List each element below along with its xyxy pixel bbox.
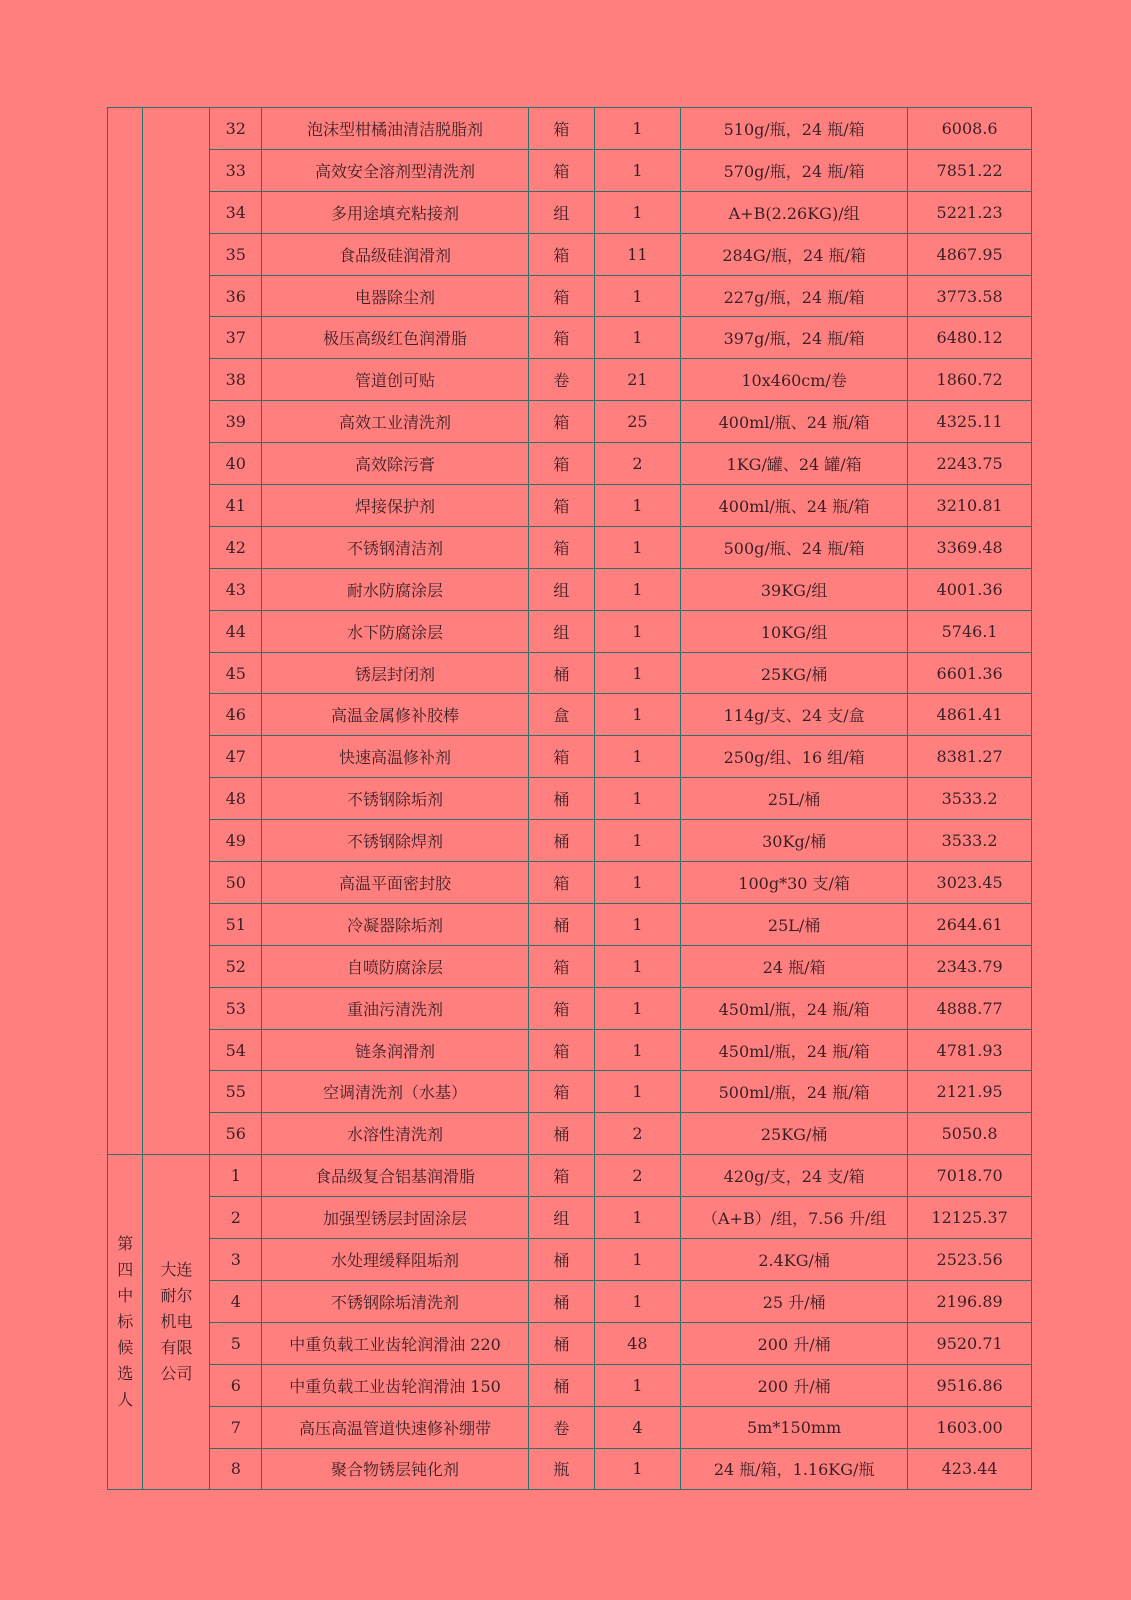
unit-cell: 箱 <box>528 275 594 317</box>
product-name-cell: 不锈钢除垢剂 <box>262 778 529 820</box>
price-cell: 4325.11 <box>908 401 1032 443</box>
spec-cell: 200 升/桶 <box>681 1364 908 1406</box>
spec-cell: 24 瓶/箱，1.16KG/瓶 <box>681 1448 908 1490</box>
price-cell: 7018.70 <box>908 1155 1032 1197</box>
unit-cell: 箱 <box>528 317 594 359</box>
price-cell: 6480.12 <box>908 317 1032 359</box>
price-cell: 3533.2 <box>908 778 1032 820</box>
item-number-cell: 54 <box>210 1029 262 1071</box>
table-row <box>108 275 1032 317</box>
item-number-cell: 48 <box>210 778 262 820</box>
quantity-cell: 1 <box>594 1239 680 1281</box>
item-number-cell: 43 <box>210 568 262 610</box>
quantity-cell: 21 <box>594 359 680 401</box>
item-number-cell: 34 <box>210 191 262 233</box>
unit-cell: 卷 <box>528 359 594 401</box>
unit-cell: 箱 <box>528 443 594 485</box>
price-cell: 8381.27 <box>908 736 1032 778</box>
spec-cell: 2.4KG/桶 <box>681 1239 908 1281</box>
quantity-cell: 1 <box>594 275 680 317</box>
quantity-cell: 11 <box>594 233 680 275</box>
product-name-cell: 重油污清洗剂 <box>262 987 529 1029</box>
price-cell: 4867.95 <box>908 233 1032 275</box>
product-name-cell: 电器除尘剂 <box>262 275 529 317</box>
table-row <box>108 862 1032 904</box>
item-number-cell: 44 <box>210 610 262 652</box>
table-row <box>108 1239 1032 1281</box>
product-name-cell: 不锈钢清洁剂 <box>262 526 529 568</box>
quantity-cell: 48 <box>594 1322 680 1364</box>
quantity-cell: 1 <box>594 568 680 610</box>
spec-cell: 500g/瓶、24 瓶/箱 <box>681 526 908 568</box>
unit-cell: 箱 <box>528 401 594 443</box>
quantity-cell: 1 <box>594 1448 680 1490</box>
table-row <box>108 1448 1032 1490</box>
product-name-cell: 冷凝器除垢剂 <box>262 903 529 945</box>
table-row <box>108 945 1032 987</box>
spec-cell: 227g/瓶，24 瓶/箱 <box>681 275 908 317</box>
product-name-cell: 多用途填充粘接剂 <box>262 191 529 233</box>
quantity-cell: 1 <box>594 1029 680 1071</box>
item-number-cell: 51 <box>210 903 262 945</box>
spec-cell: 450ml/瓶，24 瓶/箱 <box>681 1029 908 1071</box>
item-number-cell: 47 <box>210 736 262 778</box>
price-cell: 7851.22 <box>908 149 1032 191</box>
candidate-rank-cell <box>108 108 143 1155</box>
product-name-cell: 水溶性清洗剂 <box>262 1113 529 1155</box>
price-cell: 6008.6 <box>908 108 1032 150</box>
table-row <box>108 987 1032 1029</box>
quantity-cell: 1 <box>594 317 680 359</box>
item-number-cell: 52 <box>210 945 262 987</box>
spec-cell: 420g/支，24 支/箱 <box>681 1155 908 1197</box>
price-cell: 4861.41 <box>908 694 1032 736</box>
spec-cell: 284G/瓶，24 瓶/箱 <box>681 233 908 275</box>
item-number-cell: 50 <box>210 862 262 904</box>
spec-cell: 200 升/桶 <box>681 1322 908 1364</box>
table-row <box>108 108 1032 150</box>
product-name-cell: 极压高级红色润滑脂 <box>262 317 529 359</box>
price-cell: 2243.75 <box>908 443 1032 485</box>
unit-cell: 桶 <box>528 1280 594 1322</box>
item-number-cell: 56 <box>210 1113 262 1155</box>
price-cell: 9520.71 <box>908 1322 1032 1364</box>
unit-cell: 箱 <box>528 149 594 191</box>
table-row <box>108 149 1032 191</box>
product-name-cell: 食品级复合铝基润滑脂 <box>262 1155 529 1197</box>
price-cell: 2196.89 <box>908 1280 1032 1322</box>
quantity-cell: 1 <box>594 485 680 527</box>
quantity-cell: 2 <box>594 443 680 485</box>
unit-cell: 箱 <box>528 1155 594 1197</box>
price-cell: 4781.93 <box>908 1029 1032 1071</box>
item-number-cell: 37 <box>210 317 262 359</box>
spec-cell: （A+B）/组，7.56 升/组 <box>681 1197 908 1239</box>
product-name-cell: 自喷防腐涂层 <box>262 945 529 987</box>
product-name-cell: 高温金属修补胶棒 <box>262 694 529 736</box>
product-name-cell: 加强型锈层封固涂层 <box>262 1197 529 1239</box>
price-cell: 4001.36 <box>908 568 1032 610</box>
price-cell: 2644.61 <box>908 903 1032 945</box>
unit-cell: 桶 <box>528 820 594 862</box>
product-name-cell: 耐水防腐涂层 <box>262 568 529 610</box>
price-cell: 12125.37 <box>908 1197 1032 1239</box>
product-name-cell: 高压高温管道快速修补绷带 <box>262 1406 529 1448</box>
price-cell: 3773.58 <box>908 275 1032 317</box>
table-row <box>108 903 1032 945</box>
spec-cell: 10KG/组 <box>681 610 908 652</box>
bid-items-table <box>107 107 1032 1490</box>
unit-cell: 箱 <box>528 736 594 778</box>
product-name-cell: 聚合物锈层钝化剂 <box>262 1448 529 1490</box>
price-cell: 3210.81 <box>908 485 1032 527</box>
quantity-cell: 1 <box>594 945 680 987</box>
item-number-cell: 45 <box>210 652 262 694</box>
price-cell: 2523.56 <box>908 1239 1032 1281</box>
unit-cell: 箱 <box>528 1071 594 1113</box>
unit-cell: 瓶 <box>528 1448 594 1490</box>
item-number-cell: 39 <box>210 401 262 443</box>
unit-cell: 箱 <box>528 987 594 1029</box>
price-cell: 3369.48 <box>908 526 1032 568</box>
product-name-cell: 快速高温修补剂 <box>262 736 529 778</box>
quantity-cell: 1 <box>594 820 680 862</box>
company-name: 大连耐尔机电有限公司 <box>160 1260 193 1384</box>
unit-cell: 箱 <box>528 1029 594 1071</box>
spec-cell: A+B(2.26KG)/组 <box>681 191 908 233</box>
table-row <box>108 1071 1032 1113</box>
table-row <box>108 736 1032 778</box>
price-cell: 5050.8 <box>908 1113 1032 1155</box>
quantity-cell: 1 <box>594 736 680 778</box>
quantity-cell: 1 <box>594 108 680 150</box>
item-number-cell: 38 <box>210 359 262 401</box>
spec-cell: 1KG/罐、24 罐/箱 <box>681 443 908 485</box>
product-name-cell: 空调清洗剂（水基） <box>262 1071 529 1113</box>
item-number-cell: 55 <box>210 1071 262 1113</box>
unit-cell: 箱 <box>528 945 594 987</box>
spec-cell: 39KG/组 <box>681 568 908 610</box>
item-number-cell: 1 <box>210 1155 262 1197</box>
candidate-rank-cell <box>108 1155 143 1490</box>
unit-cell: 桶 <box>528 778 594 820</box>
table-row <box>108 694 1032 736</box>
item-number-cell: 53 <box>210 987 262 1029</box>
spec-cell: 25KG/桶 <box>681 652 908 694</box>
item-number-cell: 8 <box>210 1448 262 1490</box>
spec-cell: 510g/瓶，24 瓶/箱 <box>681 108 908 150</box>
company-cell <box>143 1155 210 1490</box>
item-number-cell: 4 <box>210 1280 262 1322</box>
unit-cell: 组 <box>528 610 594 652</box>
product-name-cell: 水下防腐涂层 <box>262 610 529 652</box>
table-row <box>108 1322 1032 1364</box>
item-number-cell: 32 <box>210 108 262 150</box>
spec-cell: 450ml/瓶，24 瓶/箱 <box>681 987 908 1029</box>
spec-cell: 10x460cm/卷 <box>681 359 908 401</box>
table-row <box>108 1406 1032 1448</box>
spec-cell: 25 升/桶 <box>681 1280 908 1322</box>
table-row <box>108 820 1032 862</box>
item-number-cell: 7 <box>210 1406 262 1448</box>
quantity-cell: 1 <box>594 862 680 904</box>
spec-cell: 397g/瓶，24 瓶/箱 <box>681 317 908 359</box>
table-row <box>108 652 1032 694</box>
price-cell: 3023.45 <box>908 862 1032 904</box>
table-row <box>108 1113 1032 1155</box>
table-row <box>108 610 1032 652</box>
price-cell: 4888.77 <box>908 987 1032 1029</box>
product-name-cell: 不锈钢除垢清洗剂 <box>262 1280 529 1322</box>
spec-cell: 25L/桶 <box>681 903 908 945</box>
quantity-cell: 1 <box>594 149 680 191</box>
product-name-cell: 锈层封闭剂 <box>262 652 529 694</box>
table-row <box>108 1280 1032 1322</box>
price-cell: 1603.00 <box>908 1406 1032 1448</box>
unit-cell: 卷 <box>528 1406 594 1448</box>
spec-cell: 25KG/桶 <box>681 1113 908 1155</box>
quantity-cell: 1 <box>594 652 680 694</box>
unit-cell: 箱 <box>528 485 594 527</box>
quantity-cell: 1 <box>594 987 680 1029</box>
product-name-cell: 管道创可贴 <box>262 359 529 401</box>
table-row <box>108 568 1032 610</box>
item-number-cell: 41 <box>210 485 262 527</box>
table-row <box>108 317 1032 359</box>
product-name-cell: 链条润滑剂 <box>262 1029 529 1071</box>
price-cell: 9516.86 <box>908 1364 1032 1406</box>
unit-cell: 组 <box>528 191 594 233</box>
unit-cell: 盒 <box>528 694 594 736</box>
spec-cell: 24 瓶/箱 <box>681 945 908 987</box>
quantity-cell: 1 <box>594 1364 680 1406</box>
item-number-cell: 35 <box>210 233 262 275</box>
product-name-cell: 高温平面密封胶 <box>262 862 529 904</box>
table-row <box>108 359 1032 401</box>
quantity-cell: 25 <box>594 401 680 443</box>
item-number-cell: 42 <box>210 526 262 568</box>
quantity-cell: 4 <box>594 1406 680 1448</box>
product-name-cell: 高效除污膏 <box>262 443 529 485</box>
price-cell: 2343.79 <box>908 945 1032 987</box>
item-number-cell: 36 <box>210 275 262 317</box>
item-number-cell: 5 <box>210 1322 262 1364</box>
product-name-cell: 中重负载工业齿轮润滑油 150 <box>262 1364 529 1406</box>
item-number-cell: 2 <box>210 1197 262 1239</box>
table-row <box>108 443 1032 485</box>
table-row <box>108 401 1032 443</box>
table-row <box>108 1029 1032 1071</box>
item-number-cell: 6 <box>210 1364 262 1406</box>
price-cell: 2121.95 <box>908 1071 1032 1113</box>
quantity-cell: 1 <box>594 778 680 820</box>
unit-cell: 箱 <box>528 233 594 275</box>
quantity-cell: 1 <box>594 694 680 736</box>
price-cell: 5221.23 <box>908 191 1032 233</box>
unit-cell: 箱 <box>528 862 594 904</box>
quantity-cell: 1 <box>594 191 680 233</box>
quantity-cell: 1 <box>594 610 680 652</box>
price-cell: 423.44 <box>908 1448 1032 1490</box>
product-name-cell: 高效安全溶剂型清洗剂 <box>262 149 529 191</box>
table-row <box>108 1155 1032 1197</box>
spec-cell: 250g/组、16 组/箱 <box>681 736 908 778</box>
price-cell: 1860.72 <box>908 359 1032 401</box>
candidate-rank-label: 第四中标候选人 <box>117 1234 134 1410</box>
spec-cell: 400ml/瓶、24 瓶/箱 <box>681 401 908 443</box>
spec-cell: 500ml/瓶，24 瓶/箱 <box>681 1071 908 1113</box>
spec-cell: 5m*150mm <box>681 1406 908 1448</box>
product-name-cell: 不锈钢除焊剂 <box>262 820 529 862</box>
price-cell: 5746.1 <box>908 610 1032 652</box>
unit-cell: 箱 <box>528 526 594 568</box>
table-row <box>108 1364 1032 1406</box>
unit-cell: 桶 <box>528 1364 594 1406</box>
spec-cell: 114g/支、24 支/盒 <box>681 694 908 736</box>
company-cell <box>143 108 210 1155</box>
price-cell: 3533.2 <box>908 820 1032 862</box>
table-row <box>108 778 1032 820</box>
product-name-cell: 食品级硅润滑剂 <box>262 233 529 275</box>
product-name-cell: 泡沫型柑橘油清洁脱脂剂 <box>262 108 529 150</box>
spec-cell: 570g/瓶，24 瓶/箱 <box>681 149 908 191</box>
table-row <box>108 485 1032 527</box>
quantity-cell: 2 <box>594 1155 680 1197</box>
quantity-cell: 1 <box>594 903 680 945</box>
product-name-cell: 中重负载工业齿轮润滑油 220 <box>262 1322 529 1364</box>
item-number-cell: 40 <box>210 443 262 485</box>
table-row <box>108 1197 1032 1239</box>
quantity-cell: 1 <box>594 526 680 568</box>
product-name-cell: 高效工业清洗剂 <box>262 401 529 443</box>
unit-cell: 桶 <box>528 652 594 694</box>
spec-cell: 100g*30 支/箱 <box>681 862 908 904</box>
product-name-cell: 焊接保护剂 <box>262 485 529 527</box>
price-cell: 6601.36 <box>908 652 1032 694</box>
unit-cell: 组 <box>528 568 594 610</box>
unit-cell: 桶 <box>528 1239 594 1281</box>
table-row <box>108 233 1032 275</box>
unit-cell: 桶 <box>528 1322 594 1364</box>
unit-cell: 组 <box>528 1197 594 1239</box>
unit-cell: 箱 <box>528 108 594 150</box>
quantity-cell: 1 <box>594 1280 680 1322</box>
item-number-cell: 49 <box>210 820 262 862</box>
spec-cell: 30Kg/桶 <box>681 820 908 862</box>
spec-cell: 400ml/瓶、24 瓶/箱 <box>681 485 908 527</box>
item-number-cell: 46 <box>210 694 262 736</box>
item-number-cell: 33 <box>210 149 262 191</box>
table-row <box>108 191 1032 233</box>
unit-cell: 桶 <box>528 903 594 945</box>
quantity-cell: 1 <box>594 1197 680 1239</box>
table-row <box>108 526 1032 568</box>
quantity-cell: 1 <box>594 1071 680 1113</box>
quantity-cell: 2 <box>594 1113 680 1155</box>
item-number-cell: 3 <box>210 1239 262 1281</box>
product-name-cell: 水处理缓释阻垢剂 <box>262 1239 529 1281</box>
spec-cell: 25L/桶 <box>681 778 908 820</box>
unit-cell: 桶 <box>528 1113 594 1155</box>
